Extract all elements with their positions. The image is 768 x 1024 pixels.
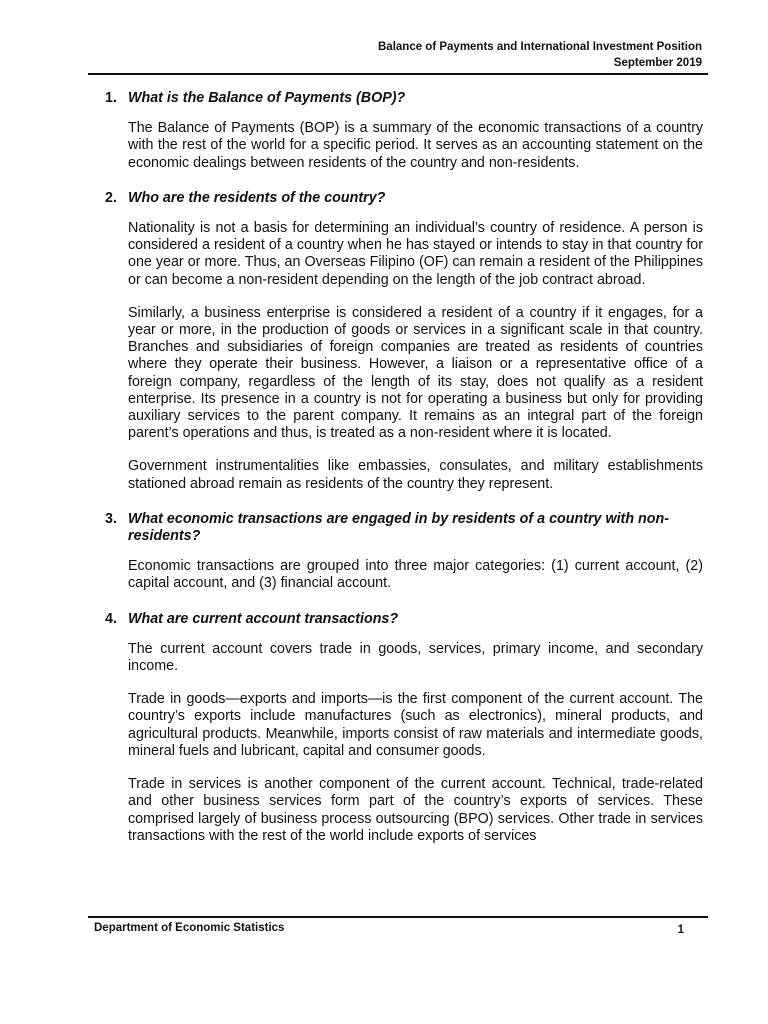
page-number: 1 [677,924,684,936]
paragraph: Trade in services is another component of the current account. Technical, trade-related and other business services form part of the country’s exports of services. These comprised largely of business process outsourcing (BPO) services. Other trade in services transactions with the rest of the world include exports of services [128,776,703,844]
paragraph: Similarly, a business enterprise is considered a resident of a country if it engages, for a year or more, in the production of goods or services in a significant scale in that country. Branches and subsidiaries of foreign companies are treated as residents of countries where they operate their business. However, a liaison or a representative office of a foreign company, regardless of the length of its stay, does not qualify as a resident enterprise. Its presence in a country is not for operating a business but only for providing auxiliary services to the parent company. It remains as an integral part of the foreign parent’s operations and thus, is treated as a non-resident where it is located. [128,304,703,442]
header-date: September 2019 [613,56,702,69]
question-heading [105,90,703,107]
question-number: 4. [105,610,117,627]
question-number: 3. [105,510,117,527]
question-number: 2. [105,189,117,206]
section-3 [105,511,703,593]
paragraph: Government instrumentalities like embassies, consulates, and military establishments stationed abroad remain as residents of the country they represent. [128,458,703,492]
question-heading [105,511,703,545]
paragraph: The Balance of Payments (BOP) is a summary of the economic transactions of a country with the rest of the world for a specific period. It serves as an accounting statement on the economic dealings between residents of the country and non-residents. [128,120,703,171]
header-title: Balance of Payments and International Investment Position [378,41,702,53]
header-divider [88,73,708,75]
paragraph: The current account covers trade in goods, services, primary income, and secondary income. [128,640,703,675]
paragraph: Economic transactions are grouped into three major categories: (1) current account, (2) capital account, and (3) financial account. [128,558,703,592]
question-heading [105,190,703,207]
page-header [88,40,702,71]
section-1 [105,90,703,172]
question-text: Who are the residents of the country? [128,189,386,206]
section-2 [105,190,703,493]
question-text: What are current account transactions? [128,610,399,627]
section-4 [105,611,703,845]
document-body [105,90,703,845]
paragraph: Nationality is not a basis for determining an individual’s country of residence. A person is considered a resident of a country when he has stayed or intends to stay in that country for one year or more. Thus, an Overseas Filipino (OF) can remain a resident of the Philippines or can become a non-resident depending on the length of the job contract abroad. [128,220,703,288]
footer-department: Department of Economic Statistics [94,922,285,934]
question-text: What is the Balance of Payments (BOP)? [128,90,406,106]
question-number: 1. [105,90,117,106]
paragraph: Trade in goods—exports and imports—is the first component of the current account. The country’s exports include manufactures (such as electronics), mineral products, and agricultural products. Meanwhile, imports consist of raw materials and intermediate goods, mineral fuels and lubricant, capital and consumer goods. [128,691,703,759]
question-heading [105,611,703,628]
footer-divider [88,916,708,918]
question-text: What economic transactions are engaged in by residents of a country with non-residents? [128,510,669,545]
